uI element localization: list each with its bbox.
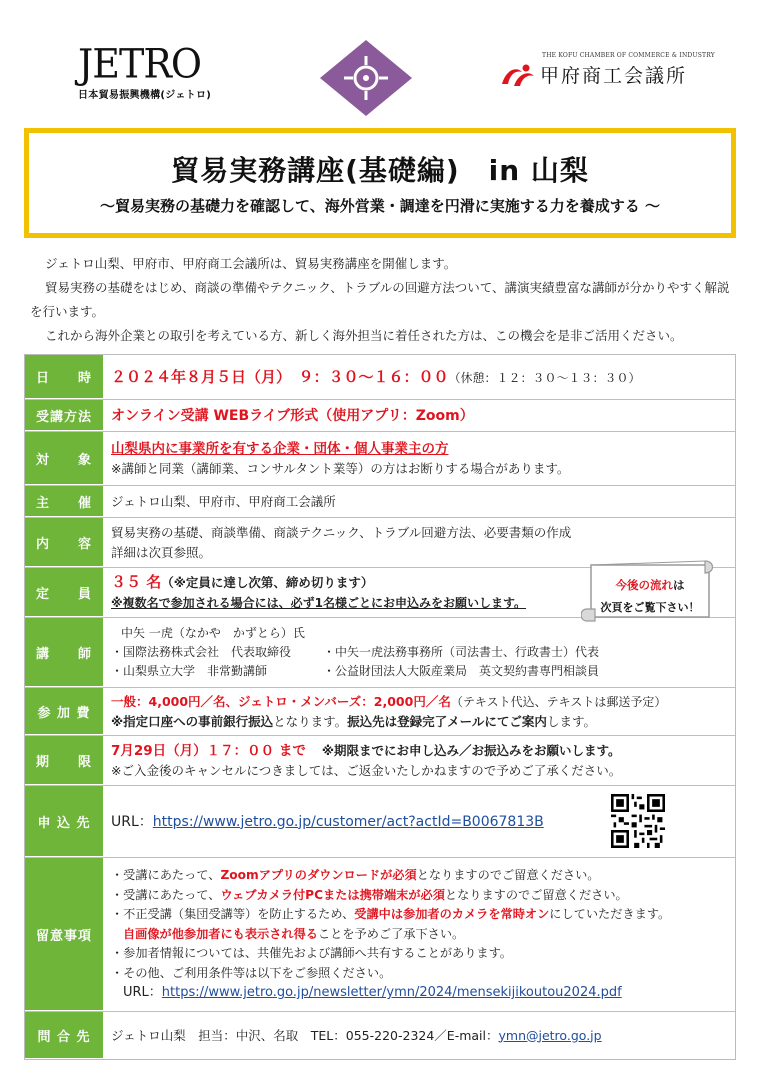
table-row-deadline [25, 735, 735, 785]
lecturer-title: ・中矢一虎法務事務所（司法書士、行政書士）代表 [323, 645, 600, 659]
label-content: 内 容 [25, 518, 103, 567]
lecturer-title: ・公益財団法人大阪産業局 英文契約書専門相談員 [323, 664, 600, 678]
callout-suffix: は [673, 578, 685, 592]
apply-url-link[interactable]: https://www.jetro.go.jp/customer/act?actId=B0067813B [152, 813, 544, 830]
next-steps-callout [581, 557, 719, 623]
qr-code-icon [611, 794, 665, 848]
table-row-contact [25, 1011, 735, 1059]
note-emphasis: Zoomアプリのダウンロードが必須 [220, 868, 417, 883]
kofu-city-emblem-icon [318, 38, 414, 118]
label-notes: 留意事項 [25, 858, 103, 1011]
label-contact: 問 合 先 [25, 1012, 103, 1059]
title-box [24, 128, 736, 238]
content-line: 詳細は次頁参照。 [111, 544, 212, 560]
method-value: オンライン受講 WEBライブ形式（使用アプリ：Zoom） [111, 407, 474, 424]
note-text: ・受講にあたって、 [111, 868, 221, 883]
intro-line: これから海外企業との取引を考えている方、新しく海外担当に着任された方は、この機会を是非ご活用ください。 [45, 328, 683, 343]
terms-url-link[interactable]: https://www.jetro.go.jp/newsletter/ymn/2024/mensekijikoutou2024.pdf [161, 985, 622, 1001]
label-date: 日 時 [25, 355, 103, 399]
contact-text: ジェトロ山梨 担当：中沢、名取 TEL：055-220-2324／E-mail： [111, 1027, 499, 1043]
table-row-host [25, 485, 735, 517]
table-row-date [25, 355, 735, 399]
intro-line: 貿易実務の基礎をはじめ、商談の準備やテクニック、トラブルの回避方法ついて、講演実績豊富な講師が分かりやすく解説を行います。 [30, 280, 730, 319]
table-row-lecturer [25, 617, 735, 687]
note-item [111, 866, 729, 886]
label-host: 主 催 [25, 486, 103, 517]
table-row-fee [25, 687, 735, 735]
note-text: にしていただきます。 [549, 907, 671, 922]
contact-email-link[interactable]: ymn@jetro.go.jp [498, 1027, 602, 1043]
label-deadline: 期 限 [25, 736, 103, 785]
label-target: 対 象 [25, 432, 103, 485]
note-url-prefix: URL： [123, 985, 162, 1001]
fee-value: 一般：4,000円／名、ジェトロ・メンバーズ：2,000円／名 [111, 693, 451, 709]
fee-payment: ※指定口座への事前銀行振込 [111, 713, 274, 729]
table-row-method [25, 399, 735, 431]
fee-note: （テキスト代込、テキストは郵送予定） [450, 694, 667, 709]
note-text: ・不正受講（集団受講等）を防止するため、 [111, 907, 355, 922]
date-break-note: （休憩：１２：３０〜１３：３０） [448, 370, 641, 385]
kofu-chamber-name: 甲府商工会議所 [540, 65, 688, 87]
table-row-notes [25, 857, 735, 1011]
label-capacity: 定 員 [25, 568, 103, 617]
page-title: 貿易実務講座(基礎編) in 山梨 [171, 154, 589, 187]
note-emphasis: 受講中は参加者のカメラを常時オン [354, 907, 550, 922]
label-lecturer: 講 師 [25, 618, 103, 687]
jetro-logo-word: JETRO [78, 40, 202, 88]
note-text: ・受講にあたって、 [111, 887, 221, 902]
info-table [24, 354, 736, 1060]
deadline-note: ※期限までにお申し込み／お振込みをお願いします。 [321, 742, 621, 758]
header [0, 0, 760, 120]
host-value: ジェトロ山梨、甲府市、甲府商工会議所 [111, 493, 336, 509]
note-text: となりますのでご留意ください。 [444, 887, 628, 902]
content-line: 貿易実務の基礎、商談準備、商談テクニック、トラブル回避方法、必要書類の作成 [111, 524, 572, 540]
note-item [111, 983, 729, 1003]
date-value: ２０２４年８月５日（月） ９：３０〜１６：００ [111, 367, 449, 386]
note-text: となりますのでご留意ください。 [416, 868, 600, 883]
note-emphasis: 自画像が他参加者にも表示され得る [123, 926, 318, 941]
lecturer-title: ・国際法務株式会社 代表取締役 [111, 645, 292, 659]
deadline-value: 7月29日（月）１７：００ まで [111, 742, 306, 759]
kofu-chamber-english: THE KOFU CHAMBER OF COMMERCE & INDUSTRY [542, 52, 715, 59]
note-text: ことを予めご了承下さい。 [318, 926, 465, 941]
capacity-value-note: （※定員に達し次第、締め切ります） [161, 575, 374, 590]
label-method: 受講方法 [25, 400, 103, 431]
lecturer-name: 中矢 一虎（なかや かずとら）氏 [121, 626, 305, 640]
intro-text [30, 252, 736, 348]
apply-url-prefix: URL： [111, 813, 153, 830]
kofu-chamber-logo [498, 52, 718, 88]
note-emphasis: ウェブカメラ付PCまたは携帯端末が必須 [220, 887, 445, 902]
callout-emphasis: 今後の流れ [615, 578, 673, 592]
note-item [111, 925, 729, 945]
capacity-value: ３５ 名 [111, 573, 162, 591]
fee-payment-info: 振込先は登録完了メールにてご案内 [347, 713, 547, 729]
note-item [111, 905, 729, 925]
target-value: 山梨県内に事業所を有する企業・団体・個人事業主の方 [111, 440, 449, 457]
fee-payment-text: となります。 [273, 713, 348, 729]
capacity-note: ※複数名で参加される場合には、必ず1名様ごとにお申込みをお願いします。 [111, 596, 527, 610]
kofu-chamber-mark-icon [498, 62, 536, 88]
callout-line2: 次頁をご覧下さい！ [600, 601, 700, 614]
note-item: ・その他、ご利用条件等は以下をご参照ください。 [111, 965, 392, 980]
fee-payment-text: します。 [546, 713, 596, 729]
table-row-target [25, 431, 735, 485]
intro-line: ジェトロ山梨、甲府市、甲府商工会議所は、貿易実務講座を開催します。 [45, 256, 457, 271]
jetro-logo [78, 40, 218, 101]
note-item: ・参加者情報については、共催先および講師へ共有することがあります。 [111, 946, 512, 961]
page-subtitle: 〜貿易実務の基礎力を確認して、海外営業・調達を円滑に実施する力を養成する 〜 [100, 197, 660, 215]
target-note: ※講師と同業（講師業、コンサルタント業等）の方はお断りする場合があります。 [111, 460, 570, 476]
table-row-apply [25, 785, 735, 857]
lecturer-title: ・山梨県立大学 非常勤講師 [111, 664, 268, 678]
label-apply: 申 込 先 [25, 786, 103, 857]
jetro-logo-subtitle: 日本貿易振興機構(ジェトロ) [78, 90, 212, 101]
deadline-cancel-note: ※ご入金後のキャンセルにつきましては、ご返金いたしかねますので予めご了承ください。 [111, 762, 622, 778]
label-fee: 参 加 費 [25, 688, 103, 735]
note-item [111, 886, 729, 906]
